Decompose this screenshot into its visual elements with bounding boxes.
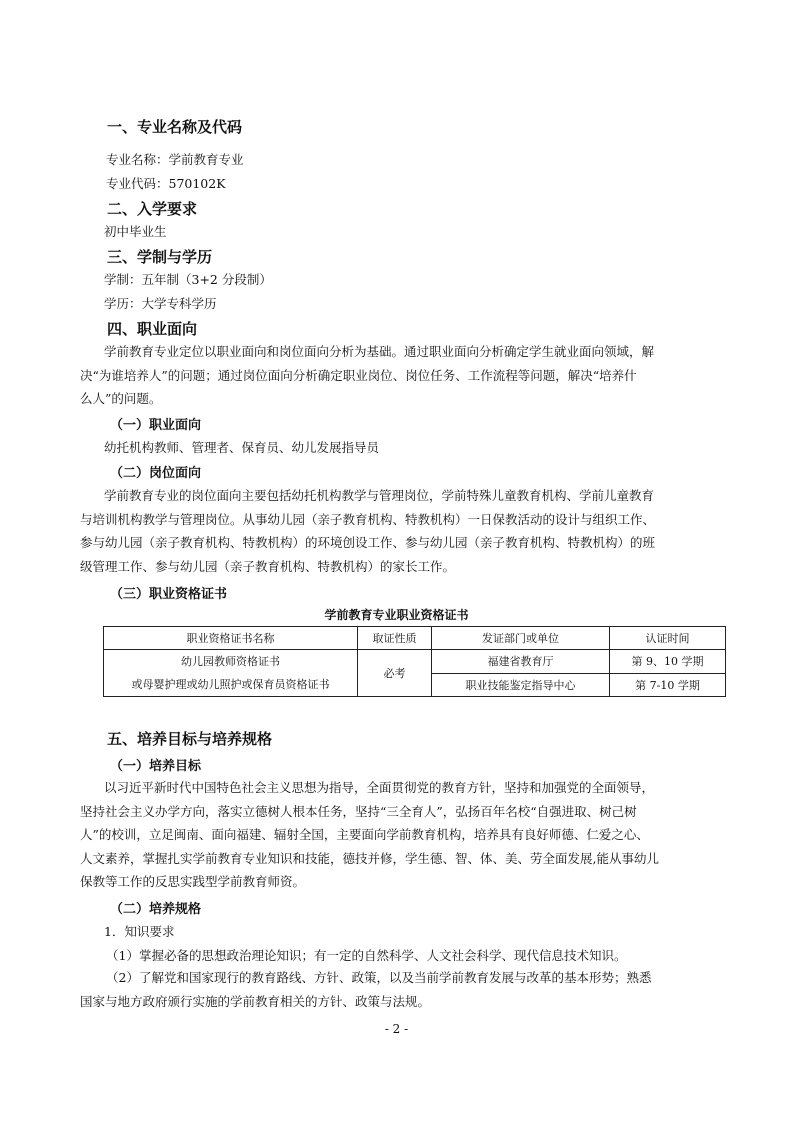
table-header: 职业资格证书名称 <box>104 627 358 650</box>
position-line: 与培训机构教学与管理岗位。从事幼儿园（亲子教育机构、特教机构）一日保教活动的设计与组织工作、 <box>80 511 656 527</box>
subsection-title-specs: （二）培养规格 <box>110 902 202 917</box>
table-header: 认证时间 <box>610 627 726 650</box>
table-caption: 学前教育专业职业资格证书 <box>324 608 469 622</box>
certificate-name-cell <box>104 650 358 697</box>
certification-time: 第 7-10 学期 <box>610 673 726 697</box>
certificate-table <box>103 626 726 697</box>
career-intro-line: 决“为谁培养人”的问题；通过岗位面向分析确定职业岗位、岗位任务、工作流程等问题，解决“培养什 <box>80 367 637 383</box>
certificate-name-line: 或母婴护理或幼儿照护或保育员资格证书 <box>131 678 330 691</box>
knowledge-item-2 <box>80 966 651 1013</box>
certification-time: 第 9、10 学期 <box>610 650 726 674</box>
career-intro-line: 学前教育专业定位以职业面向和岗位面向分析为基础。通过职业面向分析确定学生就业面向领域，解 <box>104 344 655 359</box>
position-text <box>80 484 655 578</box>
table-header: 取证性质 <box>358 627 432 650</box>
knowledge-line: （2）了解党和国家现行的教育路线、方针、政策，以及当前学前教育发展与改革的基本形势；熟悉 <box>106 970 652 985</box>
section-title-system: 三、学制与学历 <box>107 248 213 266</box>
subsection-title-goal: （一）培养目标 <box>110 759 202 774</box>
major-name: 专业名称：学前教育专业 <box>106 152 244 167</box>
page-number: - 2 - <box>384 1022 409 1036</box>
position-line: 参与幼儿园（亲子教育机构、特教机构）的环境创设工作、参与幼儿园（亲子教育机构、特教机构）的班 <box>80 535 656 550</box>
section-title-name-code: 一、专业名称及代码 <box>107 118 243 136</box>
subsection-title-certificates: （三）职业资格证书 <box>110 587 228 602</box>
section-title-goals: 五、培养目标与培养规格 <box>107 730 273 748</box>
subsection-title-career-direction: （一）职业面向 <box>110 418 202 433</box>
section-title-career: 四、职业面向 <box>107 320 198 338</box>
career-direction-text: 幼托机构教师、管理者、保育员、幼儿发展指导员 <box>104 440 380 455</box>
goal-text <box>80 776 659 894</box>
admission-text: 初中毕业生 <box>104 224 167 239</box>
degree: 学历：大学专科学历 <box>104 296 217 311</box>
goal-line: 坚持社会主义办学方向，落实立德树人根本任务，坚持“三全育人”，弘扬百年名校“自强进取、树己树 <box>80 803 637 819</box>
goal-line: 人”的校训，立足闽南、面向福建、辐射全国，主要面向学前教育机构，培养具有良好师德、仁爱之心、 <box>80 827 649 842</box>
school-system: 学制：五年制（3+2 分段制） <box>104 272 272 287</box>
certificate-name-line: 幼儿园教师资格证书 <box>181 655 280 668</box>
table-row <box>104 650 726 674</box>
career-intro <box>80 340 654 411</box>
subsection-title-position: （二）岗位面向 <box>110 466 202 481</box>
goal-line: 保教等工作的反思实践型学前教育师资。 <box>80 874 306 889</box>
position-line: 学前教育专业的岗位面向主要包括幼托机构教学与管理岗位，学前特殊儿童教育机构、学前儿童教育 <box>104 488 655 503</box>
career-intro-line: 么人”的问题。 <box>80 391 162 406</box>
issuing-department: 职业技能鉴定指导中心 <box>432 673 610 697</box>
goal-line: 以习近平新时代中国特色社会主义思想为指导，全面贯彻党的教育方针，坚持和加强党的全面领导， <box>104 780 655 795</box>
table-header: 发证部门或单位 <box>432 627 610 650</box>
major-code: 专业代码：570102K <box>106 176 226 191</box>
knowledge-item-1: （1）掌握必备的思想政治理论知识；有一定的自然科学、人文社会科学、现代信息技术知识。 <box>106 948 627 963</box>
position-line: 级管理工作、参与幼儿园（亲子教育机构、特教机构）的家长工作。 <box>80 558 456 574</box>
goal-line: 人文素养，掌握扎实学前教育专业知识和技能，德技并修，学生德、智、体、美、劳全面发展,能从事幼儿 <box>80 850 659 866</box>
knowledge-heading: 1．知识要求 <box>104 924 175 939</box>
certificate-nature: 必考 <box>358 650 432 697</box>
issuing-department: 福建省教育厅 <box>432 650 610 674</box>
knowledge-line: 国家与地方政府颁行实施的学前教育相关的方针、政策与法规。 <box>80 993 431 1009</box>
table-header-row <box>104 627 726 650</box>
section-title-admission: 二、入学要求 <box>107 200 198 218</box>
